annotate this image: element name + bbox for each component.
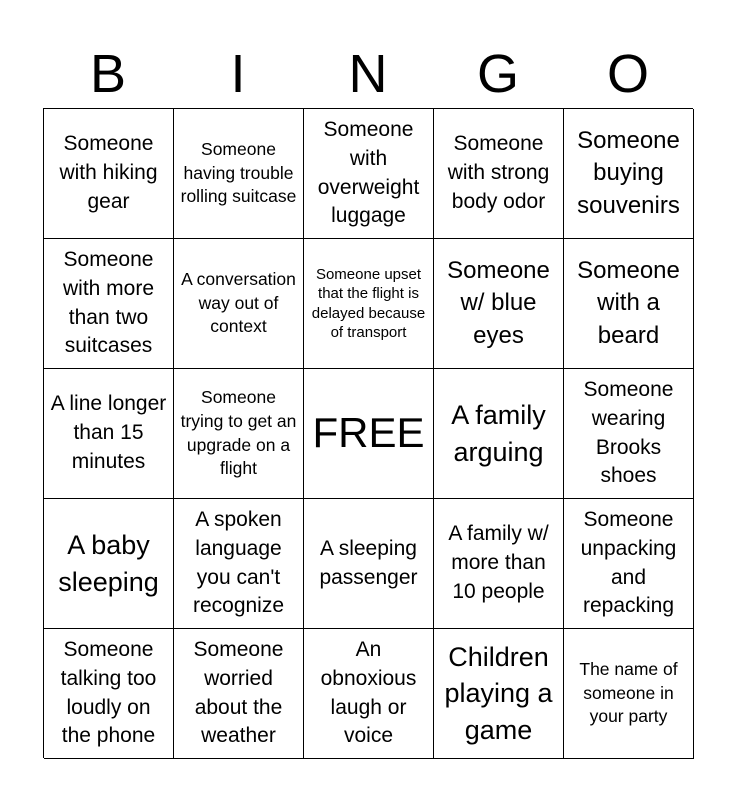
cell-text: Someone talking too loudly on the phone xyxy=(60,637,157,748)
cell-text: Someone with more than two suitcases xyxy=(62,247,155,358)
cell-text: Someone upset that the flight is delayed because of transport xyxy=(311,265,426,341)
cell-text: Someone w/ blue eyes xyxy=(447,256,550,349)
header-letter-n: N xyxy=(348,44,388,104)
bingo-cell-r2-c2[interactable] xyxy=(174,239,304,369)
header-letter-o: O xyxy=(606,44,649,104)
bingo-cell-r4-c4[interactable] xyxy=(434,499,564,629)
cell-text: Someone wearing Brooks shoes xyxy=(583,377,674,488)
cell-text: Someone with strong body odor xyxy=(447,132,550,213)
bingo-cell-r3-c1[interactable] xyxy=(44,369,174,499)
bingo-header xyxy=(43,40,693,108)
bingo-cell-r3-c2[interactable] xyxy=(174,369,304,499)
header-letter-i: I xyxy=(230,44,246,104)
cell-text: Someone having trouble rolling suitcase xyxy=(180,139,297,207)
cell-text: A spoken language you can't recognize xyxy=(192,507,285,618)
bingo-cell-r1-c2[interactable] xyxy=(174,109,304,239)
bingo-cell-r4-c3[interactable] xyxy=(304,499,434,629)
cell-text: A line longer than 15 minutes xyxy=(50,392,167,473)
bingo-cell-r5-c2[interactable] xyxy=(174,629,304,759)
cell-text: Someone with a beard xyxy=(577,256,680,349)
bingo-cell-r4-c2[interactable] xyxy=(174,499,304,629)
bingo-cell-r5-c5[interactable] xyxy=(564,629,694,759)
bingo-cell-r2-c4[interactable] xyxy=(434,239,564,369)
bingo-cell-r3-c5[interactable] xyxy=(564,369,694,499)
bingo-cell-r1-c5[interactable] xyxy=(564,109,694,239)
cell-text: Children playing a game xyxy=(444,641,553,745)
free-space-text: FREE xyxy=(312,409,425,457)
bingo-cell-r1-c3[interactable] xyxy=(304,109,434,239)
bingo-cell-r2-c5[interactable] xyxy=(564,239,694,369)
cell-text: A conversation way out of context xyxy=(181,269,296,337)
cell-text: Someone buying souvenirs xyxy=(577,126,680,219)
cell-text: An obnoxious laugh or voice xyxy=(320,637,417,748)
bingo-cell-r1-c1[interactable] xyxy=(44,109,174,239)
cell-text: Someone trying to get an upgrade on a flight xyxy=(180,387,297,479)
bingo-cell-r4-c5[interactable] xyxy=(564,499,694,629)
header-letter-g: G xyxy=(476,44,519,104)
bingo-cell-r1-c4[interactable] xyxy=(434,109,564,239)
cell-text: Someone worried about the weather xyxy=(193,637,284,748)
bingo-cell-free[interactable] xyxy=(304,369,434,499)
cell-text: A family w/ more than 10 people xyxy=(448,522,549,603)
cell-text: A baby sleeping xyxy=(58,530,159,597)
cell-text: Someone with overweight luggage xyxy=(317,117,420,228)
bingo-cell-r5-c1[interactable] xyxy=(44,629,174,759)
cell-text: A family arguing xyxy=(451,400,546,467)
bingo-cell-r3-c4[interactable] xyxy=(434,369,564,499)
cell-text: Someone unpacking and repacking xyxy=(580,507,677,618)
header-letter-b: B xyxy=(89,44,127,104)
cell-text: The name of someone in your party xyxy=(579,659,678,727)
cell-text: Someone with hiking gear xyxy=(59,132,158,213)
bingo-cell-r2-c1[interactable] xyxy=(44,239,174,369)
bingo-board xyxy=(43,108,693,758)
bingo-cell-r2-c3[interactable] xyxy=(304,239,434,369)
bingo-cell-r4-c1[interactable] xyxy=(44,499,174,629)
cell-text: A sleeping passenger xyxy=(319,536,418,589)
bingo-cell-r5-c4[interactable] xyxy=(434,629,564,759)
bingo-cell-r5-c3[interactable] xyxy=(304,629,434,759)
